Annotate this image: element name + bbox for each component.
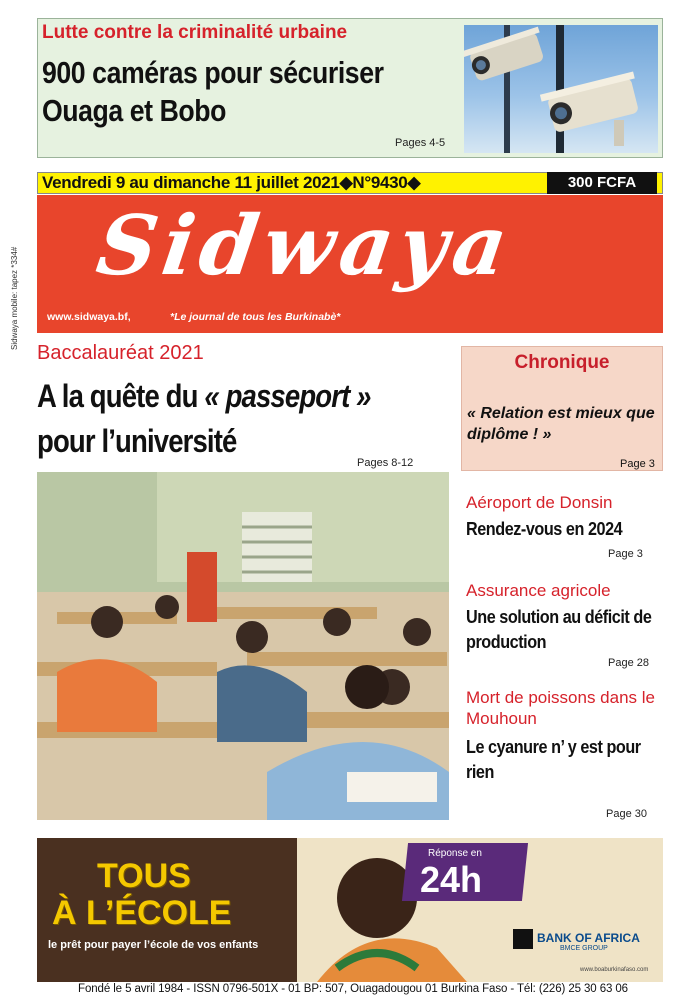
issue-date: Vendredi 9 au dimanche 11 juillet 2021◆N°9430◆: [42, 173, 421, 192]
ad-title-line1: TOUS: [97, 857, 191, 895]
cctv-camera-illustration: [464, 25, 658, 153]
sidwaya-logo[interactable]: Sidwaya: [91, 198, 519, 294]
bank-logo-icon: [513, 929, 533, 949]
side-story-headline[interactable]: Le cyanure n’ y est pour rien: [466, 737, 641, 782]
side-story-kicker: Aéroport de Donsin: [466, 493, 613, 512]
side-mobile-text: Sidwaya mobile: tapez *334#: [10, 246, 19, 350]
headline-part-b: « passeport »: [204, 378, 371, 414]
bank-name: BANK OF AFRICA: [537, 931, 640, 945]
side-story-kicker: Assurance agricole: [466, 581, 611, 600]
top-headline-line2: Ouaga et Bobo: [42, 93, 226, 128]
ad-title-line2: À L’ÉCOLE: [52, 894, 232, 932]
main-story-pages: Pages 8-12: [357, 457, 414, 469]
side-story-headline[interactable]: Une solution au déficit de production: [466, 607, 652, 652]
side-story-pages: Page 3: [608, 548, 643, 560]
ad-response-value: 24h: [420, 859, 483, 900]
top-teaser-kicker: Lutte contre la criminalité urbaine: [42, 22, 348, 43]
side-story-kicker: Mort de poissons dans le Mouhoun: [466, 688, 655, 728]
side-story-headline[interactable]: Rendez-vous en 2024: [466, 519, 623, 539]
ad-url[interactable]: www.boaburkinafaso.com: [580, 967, 649, 973]
slogan: *Le journal de tous les Burkinabè*: [170, 311, 341, 323]
top-teaser-pages: Pages 4-5: [395, 137, 446, 149]
classroom-illustration: [37, 472, 449, 820]
exam-classroom-photo: [37, 472, 449, 820]
main-story-headline-line2[interactable]: pour l’université: [37, 423, 237, 459]
cctv-camera-photo: [464, 25, 658, 153]
ad-subtitle: le prêt pour payer l’école de vos enfants: [48, 939, 259, 951]
footer-info: Fondé le 5 avril 1984 - ISSN 0796-501X - 01 BP: 507, Ouagadougou 01 Burkina Faso - Tél: (226) 25 30 63 06: [78, 983, 628, 995]
bank-group: BMCE GROUP: [560, 945, 608, 952]
site-url[interactable]: www.sidwaya.bf,: [47, 311, 131, 323]
headline-part-a: A la quête du: [37, 378, 205, 414]
side-story-pages: Page 28: [608, 657, 649, 669]
main-story-kicker: Baccalauréat 2021: [37, 342, 204, 364]
chronique-pages: Page 3: [620, 458, 655, 470]
price-badge: 300 FCFA: [547, 172, 657, 194]
chronique-title: Chronique: [514, 352, 610, 373]
ad-response-label: Réponse en: [428, 848, 482, 859]
top-teaser-headline[interactable]: [42, 54, 403, 130]
chronique-text: « Relation est mieux que diplôme ! »: [467, 405, 655, 443]
side-story-pages: Page 30: [606, 808, 647, 820]
top-headline-line1: 900 caméras pour sécuriser: [42, 55, 384, 90]
main-story-headline[interactable]: [37, 378, 371, 415]
